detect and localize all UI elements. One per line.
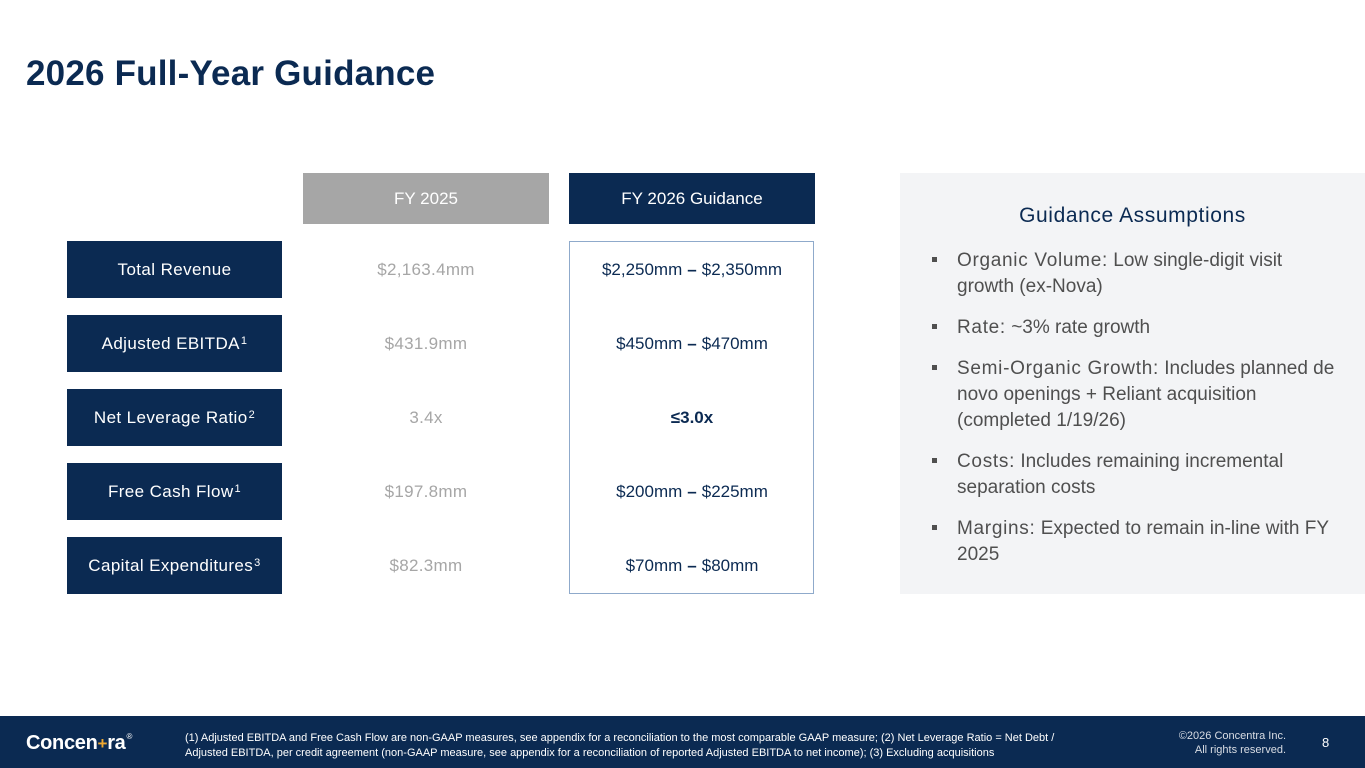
assumptions-title: Guidance Assumptions (1019, 204, 1246, 227)
square-bullet-icon (932, 525, 937, 530)
page-number: 8 (1322, 735, 1330, 750)
fy2025-adjusted-ebitda: $431.9mm (384, 333, 468, 353)
row-label-adjusted-ebitda: Adjusted EBITDA $^1$ (67, 315, 282, 372)
list-item: Margins: Expected to remain in-line with FY 2025 (930, 516, 1340, 568)
guidance-assumptions-panel (900, 173, 1365, 594)
plus-logo-icon: + (97, 734, 108, 753)
list-item: Organic Volume: Low single-digit visit growth (ex-Nova) (930, 248, 1340, 300)
fy2026-capital-expenditures: $70mm – $80mm (625, 555, 759, 575)
fy2025-free-cash-flow: $197.8mm (384, 481, 468, 501)
fy2025-net-leverage-ratio: 3.4x (409, 407, 443, 427)
fy2026-net-leverage-ratio: ≤3.0x (670, 407, 714, 427)
footer-bar (0, 716, 1365, 768)
fy2026-adjusted-ebitda: $450mm – $470mm (616, 333, 768, 353)
concentra-logo: Concen+ra® (26, 732, 133, 754)
page-title: 2026 Full-Year Guidance (26, 54, 436, 93)
square-bullet-icon (932, 257, 937, 262)
square-bullet-icon (932, 324, 937, 329)
assumptions-list (930, 248, 1340, 583)
fy2025-total-revenue: $2,163.4mm (377, 259, 475, 279)
list-item: Semi-Organic Growth: Includes planned de novo openings + Reliant acquisition (completed 1/19/26) (930, 356, 1340, 434)
list-item: Costs: Includes remaining incremental separation costs (930, 449, 1340, 501)
square-bullet-icon (932, 365, 937, 370)
fy2025-capital-expenditures: $82.3mm (389, 555, 463, 575)
row-label-capital-expenditures: Capital Expenditures $^3$ (67, 537, 282, 594)
list-item: Rate: ~3% rate growth (930, 315, 1340, 341)
square-bullet-icon (932, 458, 937, 463)
row-label-free-cash-flow: Free Cash Flow $^1$ (67, 463, 282, 520)
copyright-notice: ©2026 Concentra Inc. All rights reserved. (1178, 730, 1286, 756)
footnote-text: (1) Adjusted EBITDA and Free Cash Flow are non-GAAP measures, see appendix for a reconciliation to the most comparable GAAP measure; (2) Net Leverage Ratio = Net Debt / Adjusted EBITDA, per credit agreement (non-GAAP measure, see appendix for a reconciliation of reported Adjusted EBITDA to net income); (3) Excluding acquisitions (185, 732, 1055, 759)
fy2026-free-cash-flow: $200mm – $225mm (616, 481, 768, 501)
fy2026-total-revenue: $2,250mm – $2,350mm (601, 259, 783, 279)
column-header-fy2026-guidance: FY 2026 Guidance (569, 173, 815, 224)
column-header-fy2025: FY 2025 (303, 173, 549, 224)
row-label-total-revenue: Total Revenue (67, 241, 282, 298)
row-label-net-leverage-ratio: Net Leverage Ratio $^2$ (67, 389, 282, 446)
